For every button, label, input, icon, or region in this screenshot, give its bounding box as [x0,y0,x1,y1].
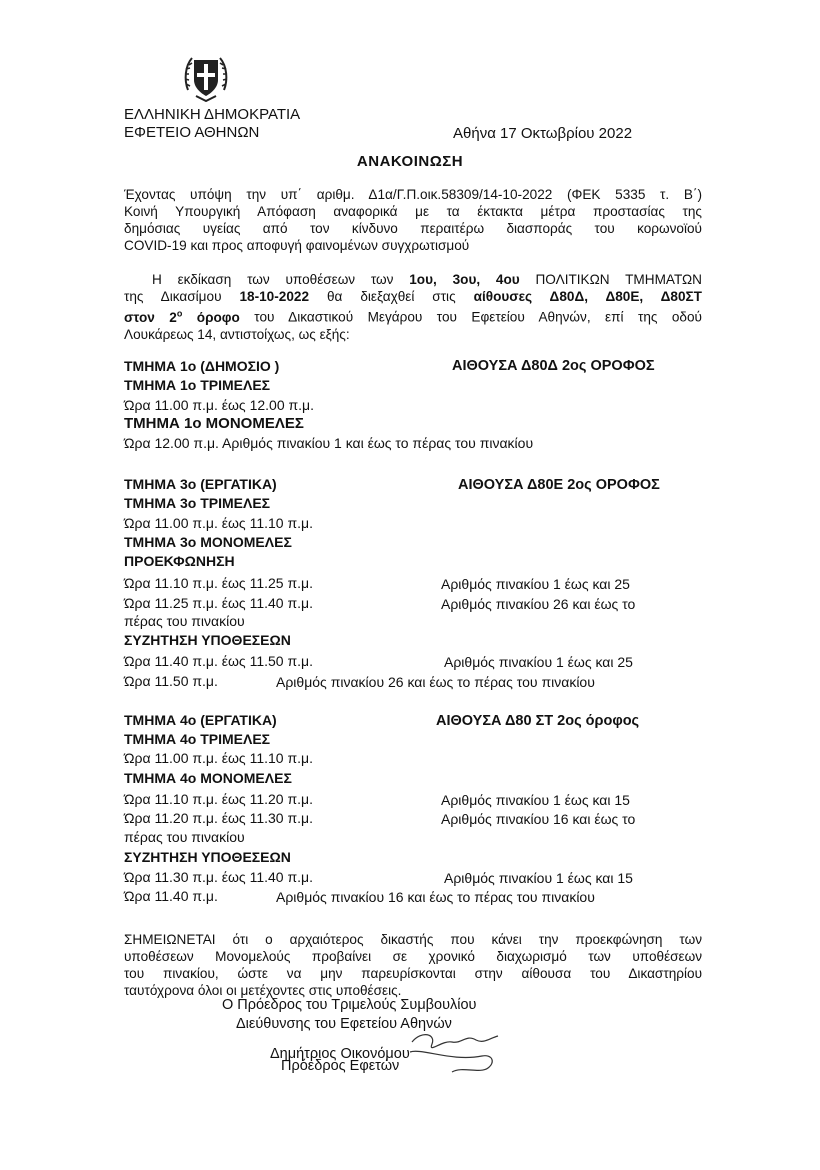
note-line: ΣΗΜΕΙΩΝΕΤΑΙ ότι ο αρχαιότερος δικαστής που κάνει την προεκφώνηση των [124,932,702,947]
section3-prokfonisi: ΠΡΟΕΚΦΩΝΗΣΗ [124,553,235,569]
trial-text: Η εκδίκαση των υποθέσεων των [152,272,410,287]
court-name: ΕΦΕΤΕΙΟ ΑΘΗΝΩΝ [124,124,260,141]
signature-line-1: Ο Πρόεδρος του Τριμελούς Συμβουλίου [222,997,477,1013]
section3-hall: ΑΙΘΟΥΣΑ Δ80Ε 2ος ΟΡΟΦΟΣ [458,477,660,493]
section4-monomeles: ΤΜΗΜΑ 4ο ΜΟΝΟΜΕΛΕΣ [124,770,292,786]
section4-m1-time: Ώρα 11.10 π.μ. έως 11.20 π.μ. [124,791,313,807]
section4-syzitisi: ΣΥΖΗΤΗΣΗ ΥΠΟΘΕΣΕΩΝ [124,849,291,865]
section3-p1-range: Αριθμός πινακίου 1 έως και 25 [441,576,630,592]
section3-s2-time: Ώρα 11.50 π.μ. [124,673,218,689]
section4-s2-range: Αριθμός πινακίου 16 και έως το πέρας του πινακίου [276,889,595,905]
section3-s2-range: Αριθμός πινακίου 26 και έως το πέρας του πινακίου [276,674,595,690]
intro-paragraph [124,186,702,254]
section1-trimeles-time: Ώρα 11.00 π.μ. έως 12.00 π.μ. [124,397,314,413]
trial-line-4: Λουκάρεως 14, αντιστοίχως, ως εξής: [124,326,350,342]
handwritten-signature [392,1022,512,1082]
section1-trimeles: ΤΜΗΜΑ 1ο ΤΡΙΜΕΛΕΣ [124,377,271,393]
trial-departments: 1ου, 3ου, 4ου [409,272,520,287]
intro-line: Κοινή Υπουργική Απόφαση αναφορικά με τα έκτακτα μέτρα προστασίας της [124,204,702,219]
section4-s1-range: Αριθμός πινακίου 1 έως και 15 [444,870,633,886]
section4-trimeles-time: Ώρα 11.00 π.μ. έως 11.10 π.μ. [124,750,313,766]
intro-line: COVID-19 και προς αποφυγή φαινομένων συγχρωτισμού [124,238,470,253]
signatory-name: Δημήτριος Οικονόμου [270,1046,410,1062]
trial-date: 18-10-2022 [239,289,310,304]
trial-line-3 [124,305,702,326]
trial-floor-sup: ο [176,308,183,318]
section3-s1-time: Ώρα 11.40 π.μ. έως 11.50 π.μ. [124,653,313,669]
trial-paragraph [124,271,702,343]
trial-text: της Δικασίμου [124,289,240,304]
section3-p2-cont: πέρας του πινακίου [124,613,245,629]
section3-syzitisi: ΣΥΖΗΤΗΣΗ ΥΠΟΘΕΣΕΩΝ [124,632,291,648]
section4-m2-time: Ώρα 11.20 π.μ. έως 11.30 π.μ. [124,810,313,826]
section3-trimeles-time: Ώρα 11.00 π.μ. έως 11.10 π.μ. [124,515,313,531]
section3-p1-time: Ώρα 11.10 π.μ. έως 11.25 π.μ. [124,575,313,591]
section3-monomeles: ΤΜΗΜΑ 3ο ΜΟΝΟΜΕΛΕΣ [124,534,292,550]
trial-floor-num: στον 2 [124,309,177,325]
section4-m2-range: Αριθμός πινακίου 16 και έως το [441,811,636,827]
intro-line: δημόσιας υγείας από τον κίνδυνο περαιτέρω διασποράς του κορωνοϊού [124,221,702,236]
page-title: ΑΝΑΚΟΙΝΩΣΗ [356,153,464,170]
section4-m2-cont: πέρας του πινακίου [124,829,245,845]
section1-monomeles: ΤΜΗΜΑ 1ο ΜΟΝΟΜΕΛΕΣ [124,415,304,432]
section4-m1-range: Αριθμός πινακίου 1 έως και 15 [441,792,630,808]
note-line: ταυτόχρονα όλοι οι μετέχοντες στις υποθέσεις. [124,983,402,998]
signatory-role: Πρόεδρος Εφετών [281,1058,400,1074]
trial-text: ΠΟΛΙΤΙΚΩΝ ΤΜΗΜΑΤΩΝ [519,272,702,287]
section3-p2-range: Αριθμός πινακίου 26 και έως το [441,596,636,612]
section1-heading: ΤΜΗΜΑ 1ο (ΔΗΜΟΣΙΟ ) [124,358,280,374]
note-line: υποθέσεων Μονομελούς προβαίνει σε χρονικό διαχωρισμό των υποθέσεων [124,949,702,964]
section1-hall: ΑΙΘΟΥΣΑ Δ80Δ 2ος ΟΡΟΦΟΣ [452,358,655,374]
section4-s1-time: Ώρα 11.30 π.μ. έως 11.40 π.μ. [124,869,313,885]
note-paragraph [124,931,702,999]
trial-halls: αίθουσες Δ80Δ, Δ80Ε, Δ80ΣΤ [473,289,702,304]
country-name: ΕΛΛΗΝΙΚΗ ΔΗΜΟΚΡΑΤΙΑ [124,106,301,123]
note-line: του πινακίου, ώστε να μην παρευρίσκονται στην αίθουσα του Δικαστηρίου [124,966,702,981]
section3-heading: ΤΜΗΜΑ 3ο (ΕΡΓΑΤΙΚΑ) [124,476,277,492]
section3-s1-range: Αριθμός πινακίου 1 έως και 25 [444,654,633,670]
trial-floor-word: όροφο [182,309,240,325]
section4-heading: ΤΜΗΜΑ 4ο (ΕΡΓΑΤΙΚΑ) [124,712,277,728]
section1-monomeles-time: Ώρα 12.00 π.μ. Αριθμός πινακίου 1 και έως το πέρας του πινακίου [124,435,534,451]
section4-s2-time: Ώρα 11.40 π.μ. [124,888,218,904]
trial-floor [124,310,240,325]
announcement-date: Αθήνα 17 Οκτωβρίου 2022 [453,125,633,142]
section3-p2-time: Ώρα 11.25 π.μ. έως 11.40 π.μ. [124,595,313,611]
signature-line-2: Διεύθυνσης του Εφετείου Αθηνών [236,1016,452,1032]
trial-text: θα διεξαχθεί στις [309,289,474,304]
trial-text: του Δικαστικού Μεγάρου του Εφετείου Αθηνών, επί της οδού [239,309,702,325]
trial-line-1 [124,271,702,288]
section4-hall: ΑΙΘΟΥΣΑ Δ80 ΣΤ 2ος όροφος [436,713,640,729]
section3-trimeles: ΤΜΗΜΑ 3ο ΤΡΙΜΕΛΕΣ [124,495,271,511]
coat-of-arms-icon [182,52,230,102]
section4-trimeles: ΤΜΗΜΑ 4ο ΤΡΙΜΕΛΕΣ [124,731,271,747]
intro-line: Έχοντας υπόψη την υπ΄ αριθμ. Δ1α/Γ.Π.οικ.58309/14-10-2022 (ΦΕΚ 5335 τ. Β΄) [124,187,702,202]
trial-line-2 [124,288,702,305]
